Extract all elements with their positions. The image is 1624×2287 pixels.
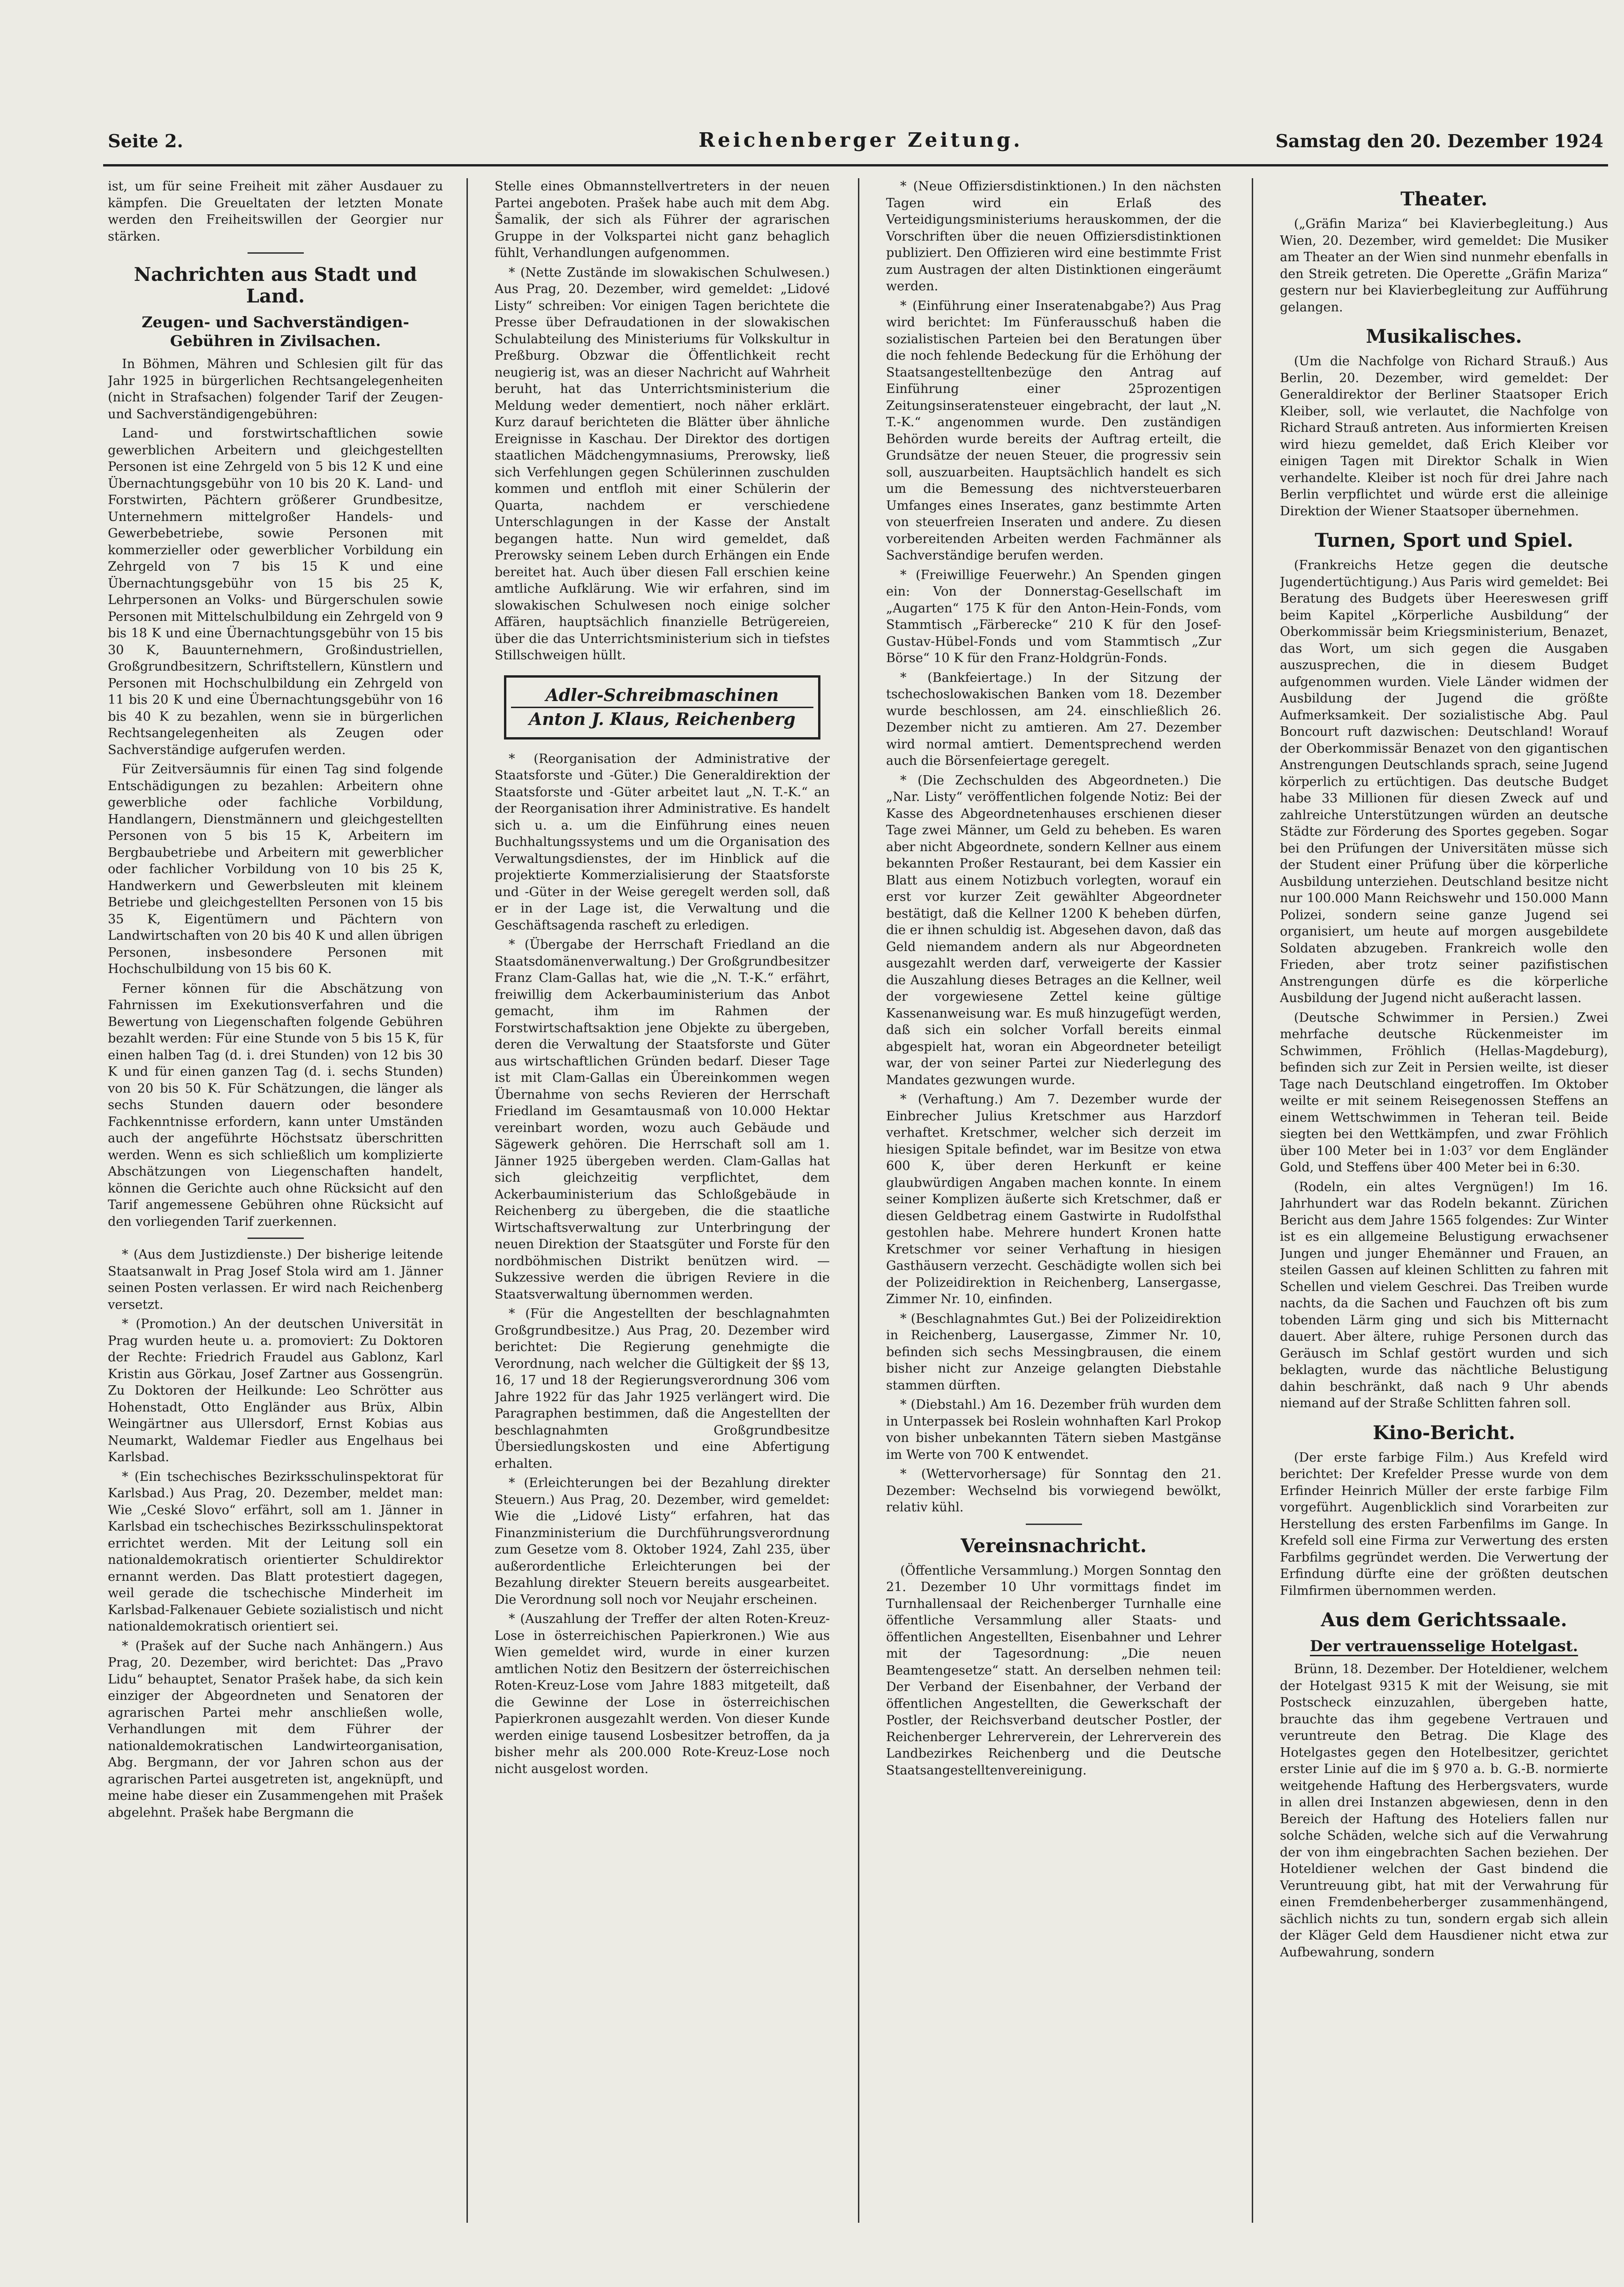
news-item: * (Reorganisation der Administrative der Staatsforste und -Güter.) Die Generaldirektion der Staatsforste und -Güter arbeitet laut „N. T.-K.“ an der Reorganisation ihrer Administrative. Es handelt sich u. a. um die Einführung eines neuen Buchhaltungssystems und um die Organisation des Verwaltungsdienstes, der im Hinblick auf die projektierte Kommerzialisierung der Staatsforste und -Güter in der Weise geregelt werden soll, daß er in der Lage ist, die Verwaltung und die Geschäftsagenda rascheft zu erledigen. (495, 751, 830, 933)
newspaper-page (89, 108, 1613, 2246)
section-title-court: Aus dem Gerichtssaale. (1321, 1609, 1567, 1631)
news-item: * (Einführung einer Inseratenabgabe?) Aus Prag wird berichtet: Im Fünferausschuß haben die sozialistischen Parteien bei den Beratungen über die noch fehlende Bedeckung für die Erhöhung der Staatsangestelltenbezüge den Antrag auf Einführung einer 25prozentigen Zeitungsinseratensteuer eingebracht, der laut „N. T.-K.“ angenommen wurde. Den zuständigen Behörden wurde bereits der Auftrag erteilt, die Grundsätze der neuen Steuer, die progressiv sein soll, auszuarbeiten. Hauptsächlich handelt es sich um die Bemessung des nichtversteuerbaren Umfanges eines Inserates, ganz bestimmte Arten von steuerfreien Inseraten und andere. Zu diesen vorbereitenden Arbeiten werden Fachmänner als Sachverständige berufen werden. (886, 298, 1221, 563)
news-item: (Öffentliche Versammlung.) Morgen Sonntag den 21. Dezember 10 Uhr vormittags findet im Turnhallensaal der Reichenberger Turnhalle eine öffentliche Versammlung aller Staats- und öffentlichen Angestellten, Eisenbahner und Lehrer mit der Tagesordnung: „Die neuen Beamtengesetze“ statt. An derselben nehmen teil: Der Verband der Eisenbahner, der Verband der öffentlichen Angestellten, die Gewerkschaft der Postler, der Reichsverband deutscher Postler, der Reichenberger Lehrerverein, der Lehrerverein des Landbezirkes Reichenberg und die Deutsche Staatsangestelltenvereinigung. (886, 1563, 1221, 1778)
section-title-sport: Turnen, Sport und Spiel. (1315, 529, 1573, 551)
article-continuation: ist, um für seine Freiheit mit zäher Ausdauer zu kämpfen. Die Greueltaten der letzten Monate werden den Freiheitswillen der Georgier nur stärken. (108, 179, 443, 244)
newspaper-masthead: Reichenberger Zeitung. (699, 128, 1023, 151)
news-item: * (Diebstahl.) Am 16. Dezember früh wurden dem in Unterpassek bei Roslein wohnhaften Karl Prokop von bisher unbekannten Tätern sieben Mastgänse im Werte von 700 K entwendet. (886, 1397, 1221, 1462)
column-2 (495, 178, 830, 2237)
news-item: * (Ein tschechisches Bezirksschulinspektorat für Karlsbad.) Aus Prag, 20. Dezember, meldet man: Wie „Ceské Slovo“ erfährt, soll am 1. Jänner in Karlsbad ein tschechisches Bezirksschulinspektorat errichtet werden. Mit der Leitung soll ein nationaldemokratisch orientierter Schuldirektor ernannt werden. Das Blatt protestiert dagegen, weil gerade die tschechische Minderheit im Karlsbad-Falkenauer Gebiete sozialistisch und nicht nationaldemokratisch orientiert sei. (108, 1469, 443, 1634)
news-item: * (Erleichterungen bei der Bezahlung direkter Steuern.) Aus Prag, 20. Dezember, wird gemeldet: Wie die „Lidové Listy“ erfahren, hat das Finanzministerium die Durchführungsverordnung zum Gesetze vom 8. Oktober 1924, Zahl 235, über außerordentliche Erleichterungen bei der Bezahlung direkter Steuern bereits ausgearbeitet. Die Verordnung soll noch vor Neujahr erscheinen. (495, 1476, 830, 1607)
article-paragraph: Für Zeitversäumnis für einen Tag sind folgende Entschädigungen zu bezahlen: Arbeitern ohne gewerbliche oder fachliche Vorbildung, Handlangern, Dienstmännern und gleichgestellten Personen von 5 bis 15 K, Arbeitern im Bergbaubetriebe und Arbeitern mit gewerblicher oder fachlicher Vorbildung von 10 bis 25 K, Handwerkern und Gewerbsleuten mit kleinem Betriebe und gleichgestellten Personen von 15 bis 35 K, Eigentümern und Pächtern von Landwirtschaften von 20 bis 40 K und allen übrigen Personen, insbesondere Personen mit Hochschulbildung von 15 bis 60 K. (108, 762, 443, 976)
divider (1026, 1524, 1082, 1525)
column-rule (858, 178, 859, 2223)
section-title-club-news: Vereinsnachricht. (961, 1534, 1147, 1557)
section-title-music: Musikalisches. (1366, 325, 1522, 347)
advertisement-box (504, 675, 820, 740)
page-number: Seite 2. (108, 130, 183, 151)
news-item: * (Aus dem Justizdienste.) Der bisherige leitende Staatsanwalt in Prag Josef Stola wird am 1. Jänner seinen Posten verlassen. Er wird nach Reichenberg versetzt. (108, 1247, 443, 1312)
news-item: * (Auszahlung der Treffer der alten Roten-Kreuz-Lose in österreichischen Papierkronen.) Wie aus Wien gemeldet wird, wurde in einer kurzen amtlichen Notiz den Besitzern der österreichischen Roten-Kreuz-Lose vom Jahre 1883 mitgeteilt, daß die Gewinne der Lose in österreichischen Papierkronen ausgezahlt werden. Von dieser Kunde werden einige tausend Losbesitzer betroffen, da ja bisher mehr als 200.000 Rote-Kreuz-Lose noch nicht ausgelost worden. (495, 1612, 830, 1776)
ad-company: Anton J. Klaus, Reichenberg (511, 707, 813, 731)
news-item: * (Wettervorhersage) für Sonntag den 21. Dezember: Wechselnd bis vorwiegend bewölkt, relativ kühl. (886, 1467, 1221, 1515)
section-title-cinema: Kino-Bericht. (1373, 1421, 1515, 1444)
page-header (89, 127, 1613, 159)
article-continuation: Stelle eines Obmannstellvertreters in der neuen Partei angeboten. Prašek habe auch mit dem Abg. Šamalik, der sich als Führer der agrarischen Gruppe in der Volkspartei nicht ganz behaglich fühlt, Verhandlungen aufgenommen. (495, 179, 830, 260)
article-paragraph: Land- und forstwirtschaftlichen sowie gewerblichen Arbeitern und gleichgestellten Personen ist eine Zehrgeld von 5 bis 12 K und eine Übernachtungsgebühr von 10 bis 20 K. Land- und Forstwirten, Pächtern größerer Grundbesitze, Unternehmern mittelgroßer Handels- und Gewerbebetriebe, sowie Personen mit kommerzieller oder gewerblicher Vorbildung ein Zehrgeld von 7 bis 15 K und eine Übernachtungsgebühr von 15 bis 25 K, Lehrpersonen an Volks- und Bürgerschulen sowie Personen mit Mittelschulbildung ein Zehrgeld von 9 bis 18 K und eine Übernachtungsgebühr von 15 bis 30 K, Bauunternehmern, Großindustriellen, Großgrundbesitzern, Schriftstellern, Künstlern und Personen mit Hochschulbildung ein Zehrgeld von 11 bis 20 K und eine Übernachtungsgebühr von 16 bis 40 K zu bezahlen, wenn sie in bürgerlichen Rechtsangelegenheiten als Zeugen oder Sachverständige aufgerufen werden. (108, 426, 443, 757)
news-item: * (Prašek auf der Suche nach Anhängern.) Aus Prag, 20. Dezember, wird berichtet: Das „Pravo Lidu“ behauptet, Senator Prašek habe, da sich kein einziger der Abgeordneten und Senatoren der agrarischen Partei mehr anschließen wolle, Verhandlungen mit dem Führer der nationaldemokratischen Landwirteorganisation, Abg. Bergmann, der vor Jahren schon aus der agrarischen Partei ausgetreten ist, angeknüpft, und meine habe dieser ein Zusammengehen mit Prašek abgelehnt. Prašek habe Bergmann die (108, 1638, 443, 1820)
divider (248, 252, 304, 254)
news-item: (Frankreichs Hetze gegen die deutsche Jugendertüchtigung.) Aus Paris wird gemeldet: Bei Beratung des Budgets über Heereswesen griff beim Kapitel „Körperliche Ausbildung“ der Oberkommissär beim Kriegsministerium, Benazet, das Wort, um sich gegen die Ausgaben auszusprechen, die in diesem Budget aufgenommen wurden. Viele Länder widmen der Ausbildung der Jugend die größte Aufmerksamkeit. Der sozialistische Abg. Paul Boncourt ruft dazwischen: Deutschland! Worauf der Oberkommissär Benazet von den gigantischen Anstrengungen Deutschlands sprach, seine Jugend körperlich zu ertüchtigen. Das deutsche Budget habe 33 Millionen für diesen Zweck auf und zahlreiche Unterstützungen würden an deutsche Städte zur Förderung des Sportes gegeben. Sogar bei den Prüfungen der Universitäten müsse sich der Student einer Prüfung über die körperliche Ausbildung unterziehen. Deutschland besitze nicht nur 100.000 Mann Reichswehr und 150.000 Mann Polizei, sondern seine ganze Jugend sei organisiert, um heute auf morgen ausgebildete Soldaten abzugeben. Frankreich wolle den Frieden, aber trotz seiner pazifistischen Anstrengungen dürfe es die körperliche Ausbildung der Jugend nicht außeracht lassen. (1280, 558, 1608, 1005)
article-paragraph: Ferner können für die Abschätzung von Fahrnissen im Exekutionsverfahren und die Bewertung von Liegenschaften folgende Gebühren bezahlt werden: Für eine Stunde von 5 bis 15 K, für einen halben Tag (d. i. drei Stunden) von 12 bis 30 K und für einen ganzen Tag (d. i. sechs Stunden) von 20 bis 50 K. Für Schätzungen, die länger als sechs Stunden dauern oder besondere Fachkenntnisse erfordern, kann unter Umständen auch der angeführte Höchstsatz überschritten werden. Wenn es sich schließlich um komplizierte Abschätzungen von Liegenschaften handelt, können die Gerichte auch ohne Rücksicht auf den Tarif angemessene Gebühren ohne Rücksicht auf den vorliegenden Tarif zuerkennen. (108, 981, 443, 1229)
news-item: (Deutsche Schwimmer in Persien.) Zwei mehrfache deutsche Rückenmeister im Schwimmen, Fröhlich (Hellas-Magdeburg), befinden sich zur Zeit in Persien weilte, ist dieser Tage nach Deutschland eingetroffen. Im Oktober weilte er mit seinem Reisegenossen Steffens an einem Wettschwimmen in Teheran teil. Beide siegten bei den Wettkämpfen, und zwar Fröhlich über 100 Meter bei in 1:03⁷ vor dem Engländer Gold, und Steffens über 400 Meter bei in 6:30. (1280, 1010, 1608, 1175)
news-item: * (Promotion.) An der deutschen Universität in Prag wurden heute u. a. promoviert: Zu Doktoren der Rechte: Friedrich Fraudel aus Gablonz, Karl Kristin aus Görkau, Josef Zartner aus Gossengrün. Zu Doktoren der Heilkunde: Leo Schrötter aus Hohenstadt, Otto Engländer aus Brüx, Albin Weingärtner aus Ullersdorf, Ernst Kobias aus Neumarkt, Waldemar Fiedler aus Engelhaus bei Karlsbad. (108, 1317, 443, 1464)
news-item: * (Beschlagnahmtes Gut.) Bei der Polizeidirektion in Reichenberg, Lausergasse, Zimmer Nr. 10, befinden sich sechs Messingbrausen, die einem bisher nicht zur Anzeige gelangten Diebstahle stammen dürften. (886, 1311, 1221, 1393)
news-item: („Gräfin Mariza“ bei Klavierbegleitung.) Aus Wien, 20. Dezember, wird gemeldet: Die Musiker am Theater an der Wien sind nunmehr ebenfalls in den Streik getreten. Die Operette „Gräfin Mariza“ gestern nur bei Klavierbegleitung zur Aufführung gelangen. (1280, 217, 1608, 315)
header-rule (103, 164, 1608, 166)
news-item: * (Für die Angestellten der beschlagnahmten Großgrundbesitze.) Aus Prag, 20. Dezember wird berichtet: Die Regierung genehmigte die Verordnung, nach welcher die Gültigkeit der §§ 13, 16, 17 und 18 der Regierungsverordnung 306 vom Jahre 1922 für das Jahr 1925 verlängert wird. Die Paragraphen bestimmen, daß die Angestellten der beschlagnahmten Großgrundbesitze Übersiedlungskosten und eine Abfertigung erhalten. (495, 1306, 830, 1471)
news-item: * (Freiwillige Feuerwehr.) An Spenden gingen ein: Von der Donnerstag-Gesellschaft im „Augarten“ 175 K für den Anton-Hein-Fonds, vom Stammtisch „Färberecke“ 210 K für den Josef-Gustav-Hübel-Fonds und vom Stammtisch „Zur Börse“ 10 K für den Franz-Holdgrün-Fonds. (886, 567, 1221, 665)
article-title-hotel-guest (1280, 1637, 1608, 1655)
issue-date: Samstag den 20. Dezember 1924 (1275, 130, 1603, 151)
section-title-theater: Theater. (1400, 188, 1488, 210)
news-item: * (Neue Offiziersdistinktionen.) In den nächsten Tagen wird ein Erlaß des Verteidigungsministeriums herauskommen, der die Vorschriften über die neuen Offiziersdistinktionen publiziert. Den Offizieren wird eine bestimmte Frist zum Austragen der alten Distinktionen eingeräumt werden. (886, 179, 1221, 294)
column-1 (108, 178, 443, 2237)
news-item: * (Übergabe der Herrschaft Friedland an die Staatsdomänenverwaltung.) Der Großgrundbesitzer Franz Clam-Gallas hat, wie die „N. T.-K.“ erfährt, freiwillig dem Ackerbauministerium das Anbot gemacht, ihm im Rahmen der Forstwirtschaftsaktion jene Objekte zu übergeben, deren die Verwaltung der Staatsforste und Güter aus wirtschaftlichen Gründen bedarf. Dieser Tage ist mit Clam-Gallas ein Übereinkommen wegen Übernahme von sechs Revieren der Herrschaft Friedland im Gesamtausmaß von 10.000 Hektar vereinbart worden, wozu auch Gebäude und Sägewerk gehören. Die Herrschaft soll am 1. Jänner 1925 übergeben werden. Clam-Gallas hat sich gleichzeitig verpflichtet, dem Ackerbauministerium das Schloßgebäude in Reichenberg zu übergeben, die die staatliche Wirtschaftsverwaltung zur Unterbringung der neuen Direktion der Staatsgüter und Forste für den nordböhmischen Distrikt benützen wird. — Sukzessive werden die übrigen Reviere in die Staatsverwaltung übernommen werden. (495, 937, 830, 1302)
column-3 (886, 178, 1221, 2237)
news-item: * (Verhaftung.) Am 7. Dezember wurde der Einbrecher Julius Kretschmer aus Harzdorf verhaftet. Kretschmer, welcher sich derzeit im hiesigen Spitale befindet, war im Besitze von etwa 600 K, über deren Herkunft er keine glaubwürdigen Angaben machen konnte. In einem seiner Komplizen äußerte sich Kretschmer, daß er diesen Geldbetrag einem Gastwirte in Rudolfsthal gestohlen habe. Mehrere hundert Kronen hatte Kretschmer vor seiner Verhaftung in hiesigen Gasthäusern verzecht. Geschädigte wollen sich bei der Polizeidirektion in Reichenberg, Lansergasse, Zimmer Nr. 10, einfinden. (886, 1092, 1221, 1306)
column-rule (466, 178, 468, 2223)
news-item: (Um die Nachfolge von Richard Strauß.) Aus Berlin, 20. Dezember, wird gemeldet: Der Generaldirektor der Berliner Staatsoper Erich Kleiber, soll, wie verlautet, die Nachfolge von Richard Strauß antreten. Aus informierten Kreisen wird hiezu gemeldet, daß Erich Kleiber vor einigen Tagen mit Direktor Schalk in Wien verhandelte. Kleiber ist noch für drei Jahre nach Berlin verpflichtet und würde erst die alleinige Direktion der Wiener Staatsoper übernehmen. (1280, 354, 1608, 519)
section-title-local-news: Nachrichten aus Stadt und Land. (134, 264, 417, 307)
column-4 (1280, 178, 1608, 2237)
news-item: * (Bankfeiertage.) In der Sitzung der tschechoslowakischen Banken vom 18. Dezember wurde beschlossen, am 24. einschließlich 26. Dezember nicht zu amtieren. Am 27. Dezember wird normal amtiert. Dementsprechend werden auch die Börsenfeiertage geregelt. (886, 670, 1221, 768)
news-item: (Rodeln, ein altes Vergnügen!) Im 16. Jahrhundert war das Rodeln bekannt. Zürichen Bericht aus dem Jahre 1565 folgendes: Zur Winter ist es ein allgemeine Belustigung erwachsener Jungen und junger Ehemänner und Frauen, an steilen Gassen auf kleinen Schlitten zu fahren mit Schellen und vielem Geschrei. Das Treiben wurde nachts, da die Sachen und Fauchzen oft bis zum tobenden Lärm ging und sich bis Mitternacht dauert. Aber ältere, ruhige Personen durch das Geräusch im Schlaf gestört wurden und sich beklagten, wurde das nächtliche Belustigung dahin beschränkt, daß nach 9 Uhr abends niemand auf der Straße Schlitten fahren soll. (1280, 1179, 1608, 1411)
news-item: * (Nette Zustände im slowakischen Schulwesen.) Aus Prag, 20. Dezember, wird gemeldet: „Lidové Listy“ schreiben: Vor einigen Tagen berichtete die Presse über Defraudationen in der slowakischen Schulabteilung des Ministeriums für Volkskultur in Preßburg. Obzwar die Öffentlichkeit recht neugierig ist, was an dieser Nachricht auf Wahrheit beruht, hat das Unterrichtsministerium die Meldung weder dementiert, noch näher erklärt. Kurz darauf berichteten die Blätter über ähnliche Ereignisse in Kaschau. Der Direktor des dortigen staatlichen Mädchengymnasiums, Prerowsky, ließ sich Verfehlungen gegen Schülerinnen zuschulden kommen und entfloh mit einer Schülerin der Quarta, nachdem er verschiedene Unterschlagungen in der Kasse der Anstalt begangen hatte. Nun wird gemeldet, daß Prerowsky seinem Leben durch Erhängen ein Ende bereitet hat. Auch über diesen Fall erschien keine amtliche Aufklärung. Wie wir erfahren, sind im slowakischen Schulwesen noch einige solcher Affären, hauptsächlich finanzielle Betrügereien, über die das Unterrichtsministerium sich in tiefstes Stillschweigen hüllt. (495, 265, 830, 663)
column-rule (1252, 178, 1253, 2223)
ad-product: Adler-Schreibmaschinen (545, 685, 779, 705)
news-item: (Der erste farbige Film.) Aus Krefeld wird berichtet: Der Krefelder Presse wurde von dem Erfinder Heinrich Müller der erste farbige Film vorgeführt. Augenblicklich sind Vorarbeiten zur Herstellung des ersten Farbenfilms im Gange. In Krefeld soll eine Firma zur Verwertung des ersten Farbfilms gegründet werden. Die Verwertung der Erfindung dürfte eine der größten deutschen Filmfirmen übernommen werden. (1280, 1450, 1608, 1598)
news-item: * (Die Zechschulden des Abgeordneten.) Die „Nar. Listy“ veröffentlichen folgende Notiz: Bei der Kasse des Abgeordnetenhauses erschienen dieser Tage zwei Männer, um Geld zu beheben. Es waren aber nicht Abgeordnete, sondern Kellner aus einem bekannten Proßer Restaurant, bei dem Kassier ein Blatt aus einem Notizbuch vorlegten, worauf ein erst vor kurzer Zeit gewählter Abgeordneter bestätigt, daß die Kellner 1200 K beheben dürfen, die er ihnen schuldig ist. Abgesehen davon, daß das Geld niemandem andern als nur Abgeordneten ausgezahlt werden darf, verweigerte der Kassier die Auszahlung dieses Betrages an die Kellner, weil der vorgewiesene Zettel keine gültige Kassenanweisung war. Es muß hinzugefügt werden, daß sich ein solcher Vorfall bereits einmal abgespielt hat, woran ein Abgeordneter beteiligt war, der von seiner Partei zur Niederlegung des Mandates gezwungen wurde. (886, 773, 1221, 1087)
divider (248, 1238, 304, 1239)
article-title-fees: Zeugen- und Sachverständigen-Gebühren in Zivilsachen. (142, 313, 409, 350)
article-paragraph: Brünn, 18. Dezember. Der Hoteldiener, welchem der Hotelgast 9315 K mit der Weisung, sie mit Postscheck einzuzahlen, übergeben hatte, brauchte das ihm gegebene Vertrauen und veruntreute den Betrag. Die Klage des Hotelgastes gegen den Hotelbesitzer, gerichtet erster Linie auf die im § 970 a. b. G.-B. normierte weitgehende Haftung des Herbergsvaters, wurde in allen drei Instanzen abgewiesen, denn in den Bereich der Haftung des Hoteliers fallen nur solche Schäden, welche sich auf die Verwahrung der von ihm eingebrachten Sachen beziehen. Der Hoteldiener welchen der Gast bindend die Veruntreuung gibt, hat mit der Verwahrung für einen Fremdenbeherberger zusammenhängend, sächlich nichts zu tun, sondern ergab sich allein der Kläger Geld dem Hausdiener nicht etwa zur Aufbewahrung, sondern (1280, 1662, 1608, 1960)
article-title-text: Der vertrauensselige Hotelgast. (1310, 1637, 1578, 1656)
article-paragraph: In Böhmen, Mähren und Schlesien gilt für das Jahr 1925 in bürgerlichen Rechtsangelegenheiten (nicht in Strafsachen) folgender Tarif der Zeugen- und Sachverständigengebühren: (108, 357, 443, 422)
